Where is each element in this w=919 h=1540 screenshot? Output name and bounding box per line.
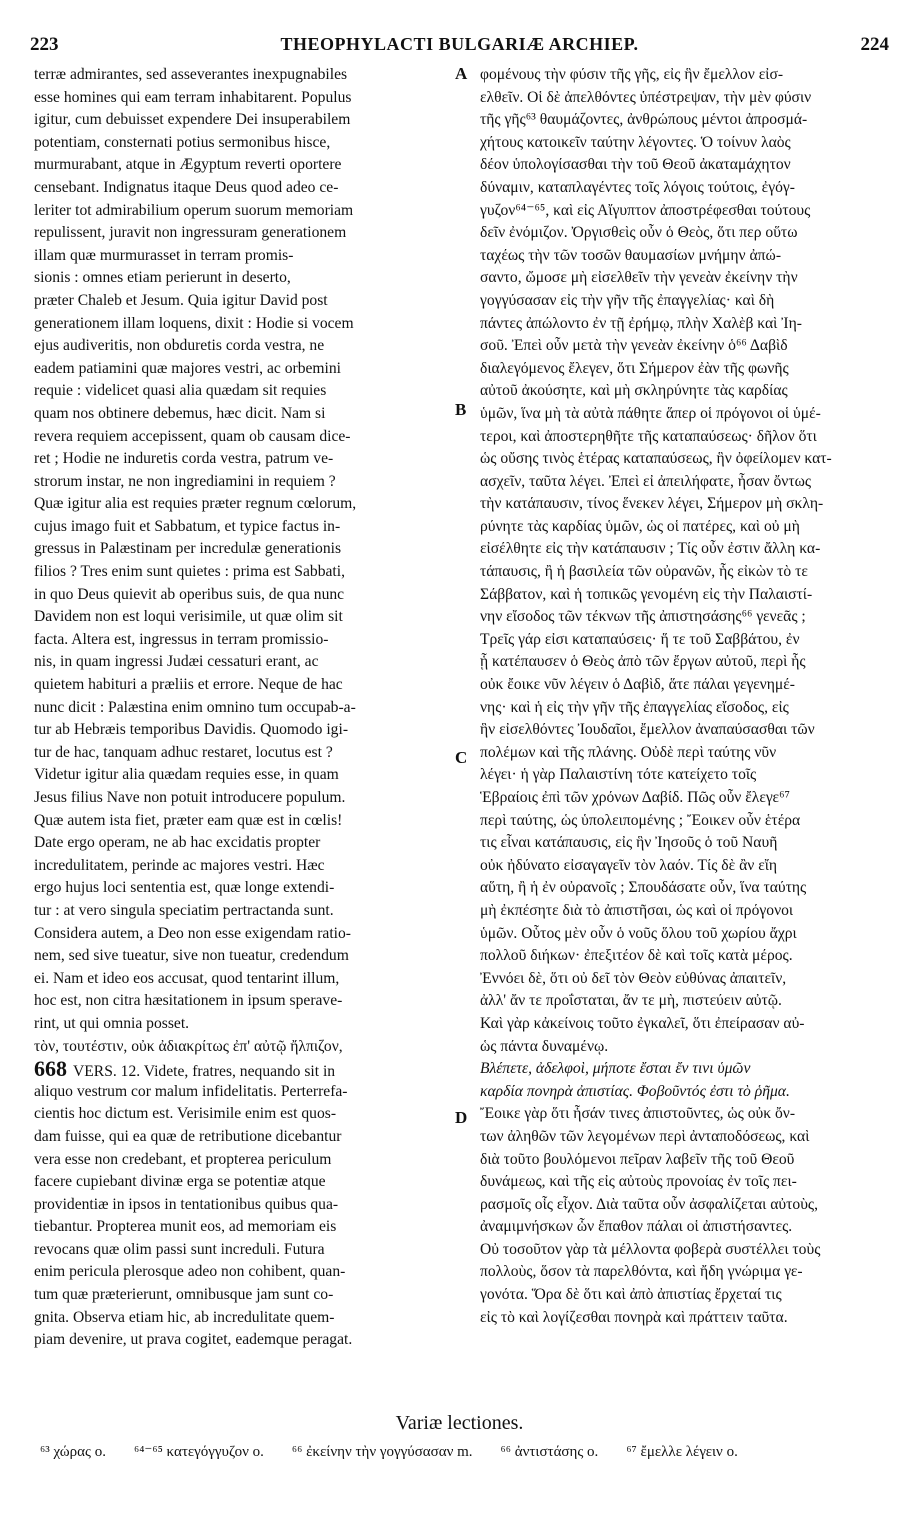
column-number-right: 224 [860, 34, 889, 55]
greek-text-line: περὶ ταύτης, ὡς ὑπολειπομένης ; Ἔοικεν οὖν ἑτέρα [480, 811, 801, 829]
latin-column [34, 64, 457, 1352]
latin-text-line: censebant. Indignatus itaque Deus quod adeo ce- [34, 178, 339, 196]
latin-text-line: gnita. Observa etiam hic, ab incredulitate quem- [34, 1308, 335, 1326]
latin-text-line: leriter tot admirabilium operum suorum memoriam [34, 201, 354, 219]
greek-text-line: σοῦ. Ἐπεὶ οὖν μετὰ τὴν γενεὰν ἐκείνην ὁ⁶⁶ Δαβὶδ [480, 337, 788, 355]
latin-text-line: aliquo vestrum cor malum infidelitatis. Perterrefa- [34, 1082, 348, 1100]
latin-text-line: nis, in quam ingressi Judæi cessaturi erant, ac [34, 653, 319, 671]
latin-text-line: Videtur igitur alia quædam requies esse, in quam [34, 766, 339, 784]
latin-text-line: illam quæ murmurasset in terram promis- [34, 246, 294, 264]
greek-text-line: ᾗ κατέπαυσεν ὁ Θεὸς ἀπὸ τῶν ἔργων αὐτοῦ, περὶ ἧς [480, 653, 806, 671]
greek-text-line: Σάββατον, καὶ ἡ τοπικῶς γενομένη εἰς τὴν Παλαιστί- [480, 585, 813, 603]
greek-text-line: διαλεγόμενος ἔλεγεν, ὅτι Σήμερον ἐὰν τῆς φωνῆς [480, 359, 789, 377]
latin-text-line: terræ admirantes, sed asseverantes inexpugnabiles [34, 66, 348, 83]
variant-reading: ⁶⁶ ἀντιστάσης ο. [500, 1444, 599, 1460]
latin-text-line: igitur, cum debuisset expendere Dei insuperabilem [34, 111, 351, 129]
latin-text-line: facere cupiebant divinæ erga se potentiæ atque [34, 1173, 326, 1191]
latin-text-line: tum quæ præterierunt, omnibusque jam sunt co- [34, 1286, 334, 1304]
latin-text-line: eadem patiamini quæ majores vestri, ac orbemini [34, 359, 342, 377]
latin-text-line: facta. Altera est, ingressus in terram promissio- [34, 630, 329, 648]
greek-text-line: νης· καὶ ἡ εἰς τὴν γῆν τῆς ἐπαγγελίας εἴσοδος, εἰς [480, 698, 789, 716]
greek-text-line: τὴν κατάπαυσιν, τίνος ἕνεκεν λέγει, Σήμερον μὴ σκλη- [480, 495, 824, 513]
latin-text-line: Considera autem, a Deo non esse exigendam ratio- [34, 924, 351, 942]
greek-text-line: μὴ ἐκπέσητε διὰ τὸ ἀπιστῆσαι, ὡς καὶ οἱ πρόγονοι [480, 901, 794, 919]
greek-text-line: γυζον⁶⁴⁻⁶⁵, καὶ εἰς Αἴγυπτον ἀποστρέφεσθαι τούτους [480, 201, 811, 219]
greek-text-line: γονότα. Ὅρα δὲ ὅτι καὶ ἀπὸ ἀπιστίας ἔρχεταί τις [480, 1286, 782, 1304]
greek-text-line: σαντο, ὤμοσε μὴ εἰσελθεῖν τὴν γενεὰν ἐκείνην τὴν [480, 269, 798, 287]
section-marker-c: C [455, 748, 468, 767]
greek-text-line: Βλέπετε, ἀδελφοὶ, μήποτε ἔσται ἔν τινι ὑμῶν [480, 1060, 751, 1078]
greek-text-line: πολλοὺς, ὅσον τὰ παρελθόντα, καὶ ἤδη γνώριμα γε- [480, 1263, 803, 1281]
greek-text-line: δεῖν ἐνόμιζον. Ὀργισθεὶς οὖν ὁ Θεὸς, ὅτι περ οὕτω [480, 224, 798, 242]
margin-column-number: 668 [34, 1056, 67, 1082]
greek-text-line: ὑμῶν. Οὗτος μὲν οὖν ὁ νοῦς ὅλου τοῦ χωρίου ἄχρι [480, 924, 797, 942]
greek-text-line: εἰσέλθητε εἰς τὴν κατάπαυσιν ; Τίς οὖν ἐστιν ἄλλη κα- [480, 540, 821, 558]
latin-text-line [34, 1058, 457, 1081]
latin-text-line: Davidem non est loqui verisimile, ut quæ olim sit [34, 608, 343, 626]
variae-lectiones-list [40, 1442, 889, 1461]
variae-lectiones-heading: Variæ lectiones. [395, 1412, 524, 1434]
latin-text-line: nem, sed sive tueatur, sive non tueatur, credendum [34, 947, 349, 965]
latin-text-line: strorum instar, ne non ingrediamini in requiem ? [34, 472, 336, 490]
latin-text-line: Jesus filius Nave non potuit introducere populum. [34, 789, 346, 806]
greek-text-line: ἀλλ' ἄν τε προΐσταται, ἄν τε μὴ, πιστεύειν αὐτῷ. [480, 992, 782, 1010]
latin-text-line: revocans quæ olim passi sunt increduli. Futura [34, 1240, 325, 1258]
greek-text-line: οὐκ ἠδύνατο εἰσαγαγεῖν τὸν λαόν. Τίς δὲ ἂν εἴη [480, 856, 778, 874]
page-header [30, 34, 889, 56]
greek-text-line: εἰς τὸ καὶ λογίζεσθαι πονηρὰ καὶ πράττειν ταῦτα. [480, 1308, 788, 1326]
greek-text-line: Ἑβραίοις ἐπὶ τῶν χρόνων Δαβίδ. Πῶς οὖν ἔλεγε⁶⁷ [480, 789, 790, 806]
latin-text-line: rint, ut qui omnia posset. [34, 1014, 190, 1032]
greek-text-line: τάπαυσις, ἢ ἡ βασιλεία τῶν οὐρανῶν, ἧς εἰκὼν τὸ τε [480, 563, 808, 581]
greek-text-line: καρδία πονηρὰ ἀπιστίας. Φοβοῦντός ἐστι τὸ ῥῆμα. [480, 1082, 790, 1100]
greek-text-line: τεροι, καὶ ἀποστερηθῆτε τῆς καταπαύσεως· δῆλον ὅτι [480, 427, 817, 445]
latin-text-line: cujus imago fuit et Sabbatum, et typice factus in- [34, 517, 341, 535]
variant-reading: ⁶³ χώρας ο. [40, 1444, 106, 1460]
variant-reading: ⁶⁶ ἐκείνην τὴν γογγύσασαν m. [291, 1444, 473, 1460]
latin-text-line: esse homines qui eam terram inhabitarent. Populus [34, 88, 352, 106]
latin-text-line: ret ; Hodie ne induretis corda vestra, patrum ve- [34, 450, 334, 468]
greek-text-line: διὰ τοῦτο βουλόμενοι πεῖραν λαβεῖν τῆς τοῦ Θεοῦ [480, 1150, 795, 1168]
greek-text-line: πολλοῦ διήκων· ἐπεξιτέον δὲ καὶ τοῖς κατὰ μέρος. [480, 947, 793, 965]
latin-text-line: ei. Nam et ideo eos accusat, quod tentarint illum, [34, 969, 340, 987]
latin-text-line: dam fuisse, qui ea quæ de retributione dicebantur [34, 1127, 342, 1145]
latin-text-line: vera esse non credebant, et propterea periculum [34, 1150, 332, 1168]
latin-text-line: sionis : omnes etiam perierunt in deserto, [34, 269, 291, 287]
latin-text-line: cientis hoc dictum est. Verisimile enim est quos- [34, 1105, 337, 1123]
column-number-left: 223 [30, 34, 59, 55]
section-marker-a: A [455, 64, 468, 83]
latin-text-line: potentiam, consternati potius sermonibus hisce, [34, 133, 331, 151]
greek-text-line: ασχεῖν, ταῦτα λέγει. Ἐπεὶ εἰ ἀπειλήφατε, ἦσαν ὄντως [480, 472, 812, 490]
greek-text-line: τις εἶναι κατάπαυσις, εἰς ἣν Ἰησοῦς ὁ τοῦ Ναυῆ [480, 834, 778, 852]
greek-text-line: Οὐ τοσοῦτον γὰρ τὰ μέλλοντα φοβερὰ συστέλλει τοὺς [480, 1240, 821, 1258]
greek-text-line: Ἐννόει δὲ, ὅτι οὐ δεῖ τὸν Θεὸν εὐθύνας ἀπαιτεῖν, [480, 969, 787, 987]
greek-text-line: Καὶ γὰρ κἀκείνοις τοῦτο ἐγκαλεῖ, ὅτι ἐπείρασαν αὐ- [480, 1014, 805, 1032]
greek-text-line: τῆς γῆς⁶³ θαυμάζοντες, ἀνθρώπους μέντοι ἀπροσμά- [480, 111, 808, 129]
latin-text-line: tur : at vero singula speciatim pertractanda sunt. [34, 901, 334, 919]
greek-text-line: Ἔοικε γὰρ ὅτι ἦσάν τινες ἀπιστοῦντες, ὡς οὐκ ὄν- [480, 1105, 796, 1123]
greek-text-line: πάντες ἀπώλοντο ἐν τῇ ἐρήμῳ, πλὴν Χαλὲβ καὶ Ἰη- [480, 314, 802, 332]
latin-text-line: quietem habituri a præliis et errore. Neque de hac [34, 676, 343, 694]
latin-text-line: piam devenire, ut prava cogitet, eademque peragat. [34, 1331, 353, 1349]
latin-text-line: Date ergo operam, ne ab hac excidatis propter [34, 834, 321, 852]
variant-reading: ⁶⁴⁻⁶⁵ κατεγόγγυζον ο. [133, 1444, 264, 1460]
greek-text-line: ταχέως τὴν τῶν τοσῶν θαυμασίων μνήμην ἀπώ- [480, 246, 782, 264]
latin-text-line: providentiæ in ipsos in tentationibus quibus qua- [34, 1195, 339, 1213]
latin-text-line: revera requiem accepissent, quam ob causam dice- [34, 427, 351, 445]
greek-text-line: ὑμῶν, ἵνα μὴ τὰ αὐτὰ πάθητε ἅπερ οἱ πρόγονοι οἱ ὑμέ- [480, 404, 821, 422]
greek-text-line: ἣν εἰσελθόντες Ἰουδαῖοι, ἔμελλον ἀναπαύσασθαι τῶν [480, 721, 815, 739]
latin-text-line: hoc est, non citra hæsitationem in ipsum sperave- [34, 992, 343, 1010]
variant-reading: ⁶⁷ ἔμελλε λέγειν ο. [626, 1444, 738, 1460]
section-marker-b: B [455, 400, 467, 419]
running-title: THEOPHYLACTI BULGARIÆ ARCHIEP. [280, 34, 639, 54]
greek-text-line: τὸν, τουτέστιν, οὐκ ἀδιακρίτως ἐπ' αὐτῷ ἤλπιζον, [34, 1037, 343, 1055]
latin-text-line: repulissent, juravit non ingressuram generationem [34, 224, 347, 242]
greek-text-line: ρύνητε τὰς καρδίας ὑμῶν, ὡς οἱ πατέρες, καὶ οὐ μὴ [480, 517, 800, 535]
greek-text-line: δυνάμεως, καὶ τῆς εἰς αὐτοὺς προνοίας ἐν τοῖς πει- [480, 1173, 797, 1191]
latin-text-line: enim pericula plerosque adeo non cohibent, quan- [34, 1263, 346, 1281]
greek-text-line: οὐκ ἔοικε νῦν λέγειν ὁ Δαβὶδ, ἅτε πάλαι γεγενημέ- [480, 676, 795, 694]
greek-text-line: ρασμοῖς οἷς εἶχον. Διὰ ταῦτα οὖν ἀσφαλίζεται αὐτοὺς, [480, 1195, 818, 1213]
greek-text-line: αὐτοῦ ἀκούσητε, καὶ μὴ σκληρύνητε τὰς καρδίας [480, 382, 788, 400]
greek-text-line: πολέμων καὶ τῆς πλάνης. Οὐδὲ περὶ ταύτης νῦν [480, 743, 777, 761]
greek-text-line: ὡς πάντα δυναμένῳ. [480, 1037, 609, 1055]
latin-text-line: tiebantur. Propterea munit eos, ad memoriam eis [34, 1218, 337, 1236]
latin-text-line: ergo hujus loci sententia est, quæ longe extendi- [34, 879, 335, 897]
section-marker-d: D [455, 1108, 468, 1127]
greek-text-line: ἀναμιμνήσκων ὧν ἔπαθον πάλαι οἱ ἀπιστήσαντες. [480, 1218, 793, 1236]
latin-text-line: ejus audiveritis, non obduretis corda vestra, ne [34, 337, 325, 355]
greek-text-line: δύναμιν, καταπλαγέντες τοῖς λόγοις τούτοις, ἐγόγ- [480, 178, 795, 196]
latin-text-line: Quæ igitur alia est requies præter regnum cœlorum, [34, 495, 357, 513]
greek-text-line: αὕτη, ἢ ἡ ἐν οὐρανοῖς ; Σπουδάσατε οὖν, ἵνα ταύτης [480, 879, 807, 897]
latin-text-line: tur ab Hebræis temporibus Davidis. Quomodo igi- [34, 721, 349, 739]
latin-text-line: gressus in Palæstinam per incredulæ generationis [34, 540, 342, 558]
greek-text-line: δέον ὑπολογίσασθαι τὴν τοῦ Θεοῦ ἀκαταμάχητον [480, 156, 791, 174]
latin-text-line: quam nos obtinere debemus, hæc dicit. Nam si [34, 404, 326, 422]
greek-text-line: των ἀληθῶν τῶν λεγομένων περὶ ἀνταποδόσεως, καὶ [480, 1127, 810, 1145]
latin-text-line: requie : videlicet quasi alia quædam sit requies [34, 382, 327, 400]
greek-text-line: Τρεῖς γάρ εἰσι καταπαύσεις· ἥ τε τοῦ Σαββάτου, ἐν [480, 630, 800, 648]
latin-text-line: murmurabant, atque in Ægyptum reverti oportere [34, 156, 342, 174]
greek-text-line: χήτους κατοικεῖν ταύτην λέγοντες. Ὁ τοίνυν λαὸς [480, 133, 791, 151]
latin-text-line: generationem illam loquens, dixit : Hodie si vocem [34, 314, 354, 332]
greek-text-line: λέγει· ἡ γὰρ Παλαιστίνη τότε κατείχετο τοῖς [480, 766, 757, 784]
latin-text-line: filios ? Tres enim sunt quietes : prima est Sabbati, [34, 563, 345, 581]
greek-text-line: ελθεῖν. Οἱ δὲ ἀπελθόντες ὑπέστρεψαν, τὴν μὲν φύσιν [480, 88, 812, 106]
latin-text-line: in quo Deus quievit ab operibus suis, de qua nunc [34, 585, 345, 603]
latin-text-line: Quæ autem ista fiet, præter eam quæ est in cœlis! [34, 811, 343, 829]
verse-heading: VERS. 12. Videte, fratres, nequando sit in [73, 1063, 336, 1081]
greek-text-line: φομένους τὴν φύσιν τῆς γῆς, εἰς ἣν ἔμελλον εἰσ- [480, 66, 784, 83]
latin-text-line: nunc dicit : Palæstina enim omnino tum occupab-a- [34, 698, 356, 716]
latin-text-line: incredulitatem, perinde ac majores vestri. Hæc [34, 856, 325, 874]
greek-text-line: νην εἴσοδος τῶν τέκνων τῆς ἀπιστησάσης⁶⁶ γενεᾶς ; [480, 608, 806, 626]
greek-text-line: γογγύσασαν εἰς τὴν γῆν τῆς ἐπαγγελίας· καὶ δὴ [480, 291, 775, 309]
latin-text-line: tur de hac, tanquam adhuc restaret, locutus est ? [34, 743, 333, 761]
greek-column [480, 64, 890, 1329]
latin-text-line: præter Chaleb et Jesum. Quia igitur David post [34, 291, 328, 309]
greek-text-line: ὡς οὔσης τινὸς ἑτέρας καταπαύσεως, ἣν ὀφείλομεν κατ- [480, 450, 832, 468]
